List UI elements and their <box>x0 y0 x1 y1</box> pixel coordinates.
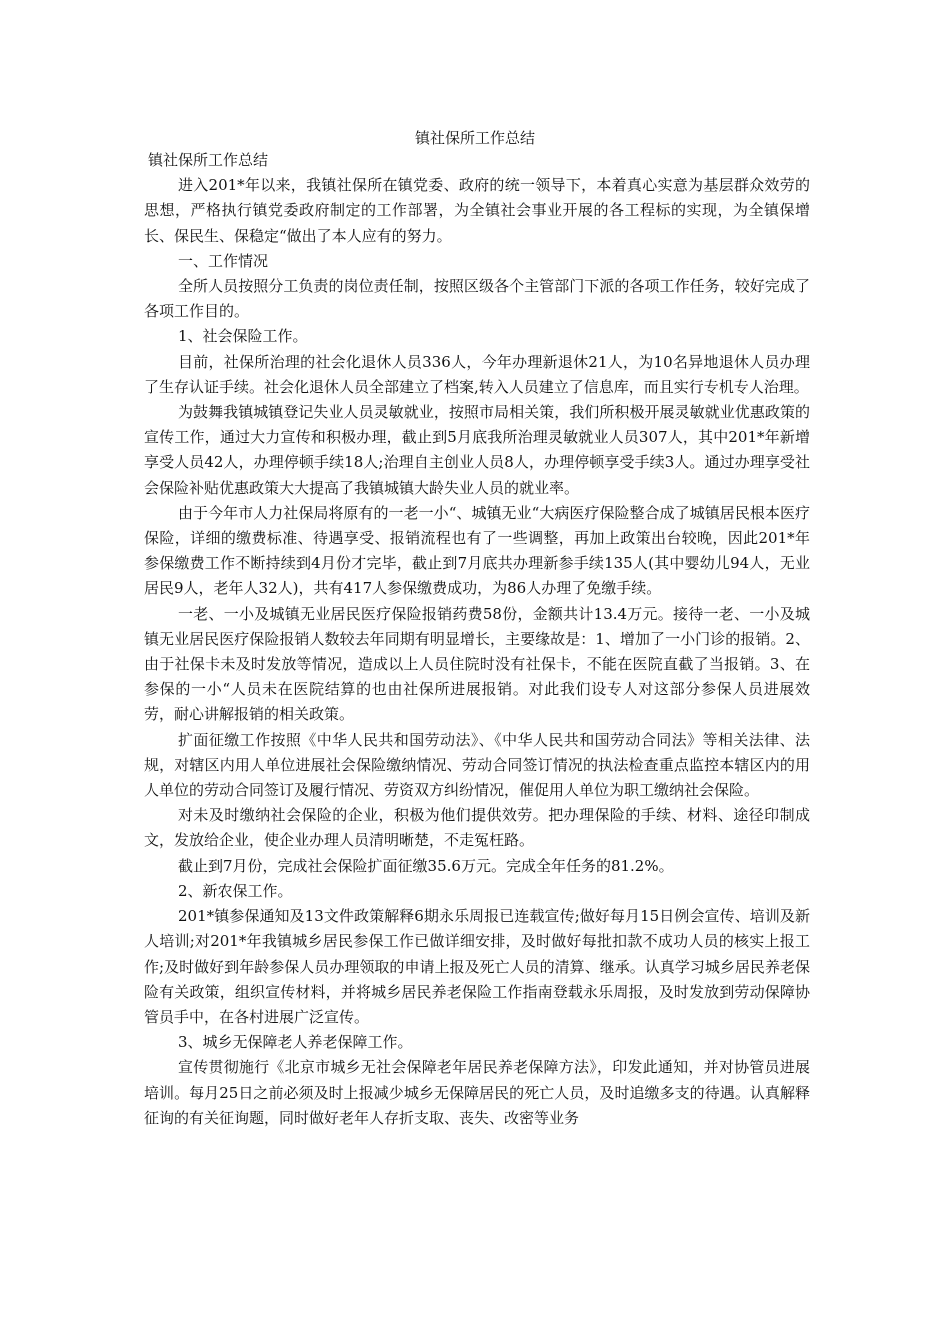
section-heading-social-insurance: 1、社会保险工作。 <box>178 327 308 346</box>
section-heading-elderly-pension: 3、城乡无保障老人养老保障工作。 <box>178 1033 413 1052</box>
paragraph-intro: 进入201*年以来，我镇社保所在镇党委、政府的统一领导下，本着真心实意为基层群众效劳的思想，严格执行镇党委政府制定的工作部署，为全镇社会事业开展的各工程标的实现，为全镇保增长、保民生、保稳定“做出了本人应有的努力。 <box>144 176 810 245</box>
document-body <box>144 148 810 1131</box>
paragraph: 201*镇参保通知及13文件政策解释6期永乐周报已连载宣传;做好每月15日例会宣传、培训及新人培训;对201*年我镇城乡居民参保工作已做详细安排，及时做好每批扣款不成功人员的核实上报工作;及时做好到年龄参保人员办理领取的申请上报及死亡人员的清算、继承。认真学习城乡居民养老保险有关政策，组织宣传材料，并将城乡居民养老保险工作指南登载永乐周报，及时发放到劳动保障协管员手中，在各村进展广泛宣传。 <box>144 907 810 1026</box>
document-subtitle: 镇社保所工作总结 <box>148 151 269 169</box>
paragraph: 由于今年市人力社保局将原有的一老一小“、城镇无业“大病医疗保险整合成了城镇居民根本医疗保险，详细的缴费标准、待遇享受、报销流程也有了一些调整，再加上政策出台较晚，因此201*年参保缴费工作不断持续到4月份才完毕，截止到7月底共办理新参手续135人(其中婴幼儿94人，无业居民9人，老年人32人)，共有417人参保缴费成功，为86人办理了免缴手续。 <box>144 503 810 598</box>
paragraph: 全所人员按照分工负责的岗位责任制，按照区级各个主管部门下派的各项工作任务，较好完成了各项工作目的。 <box>144 277 810 321</box>
paragraph: 宣传贯彻施行《北京市城乡无社会保障老年居民养老保障方法》，印发此通知，并对协管员进展培训。每月25日之前必须及时上报减少城乡无保障居民的死亡人员，及时追缴多支的待遇。认真解释征询的有关征询题，同时做好老年人存折支取、丧失、改密等业务 <box>144 1058 810 1127</box>
paragraph: 扩面征缴工作按照《中华人民共和国劳动法》、《中华人民共和国劳动合同法》等相关法律、法规，对辖区内用人单位进展社会保险缴纳情况、劳动合同签订情况的执法检查重点监控本辖区内的用人单位的劳动合同签订及履行情况、劳资双方纠纷情况，催促用人单位为职工缴纳社会保险。 <box>144 730 810 800</box>
section-heading-work-status: 一、工作情况 <box>178 251 269 270</box>
paragraph: 截止到7月份，完成社会保险扩面征缴35.6万元。完成全年任务的81.2%。 <box>178 856 674 875</box>
paragraph: 为鼓舞我镇城镇登记失业人员灵敏就业，按照市局相关策，我们所积极开展灵敏就业优惠政策的宣传工作，通过大力宣传和积极办理，截止到5月底我所治理灵敏就业人员307人，其中201*年新增享受人员42人，办理停顿手续18人;治理自主创业人员8人，办理停顿享受手续3人。通过办理享受社会保险补贴优惠政策大大提高了我镇城镇大龄失业人员的就业率。 <box>144 403 810 497</box>
document-title: 镇社保所工作总结 <box>414 129 535 147</box>
section-heading-rural-insurance: 2、新农保工作。 <box>178 881 293 900</box>
paragraph: 对未及时缴纳社会保险的企业，积极为他们提供效劳。把办理保险的手续、材料、途径印制成文，发放给企业，使企业办理人员清明晰楚，不走冤枉路。 <box>144 806 810 850</box>
paragraph: 一老、一小及城镇无业居民医疗保险报销药费58份，金额共计13.4万元。接待一老、一小及城镇无业居民医疗保险报销人数较去年同期有明显增长，主要缘故是：1、增加了一小门诊的报销。2、由于社保卡未及时发放等情况，造成以上人员住院时没有社保卡，不能在医院直截了当报销。3、在参保的一小“人员未在医院结算的也由社保所进展报销。对此我们设专人对这部分参保人员进展效劳，耐心讲解报销的相关政策。 <box>144 604 810 724</box>
paragraph: 目前，社保所治理的社会化退休人员336人，今年办理新退休21人，为10名异地退休人员办理了生存认证手续。社会化退休人员全部建立了档案,转入人员建立了信息库，而且实行专机专人治理。 <box>144 352 810 396</box>
